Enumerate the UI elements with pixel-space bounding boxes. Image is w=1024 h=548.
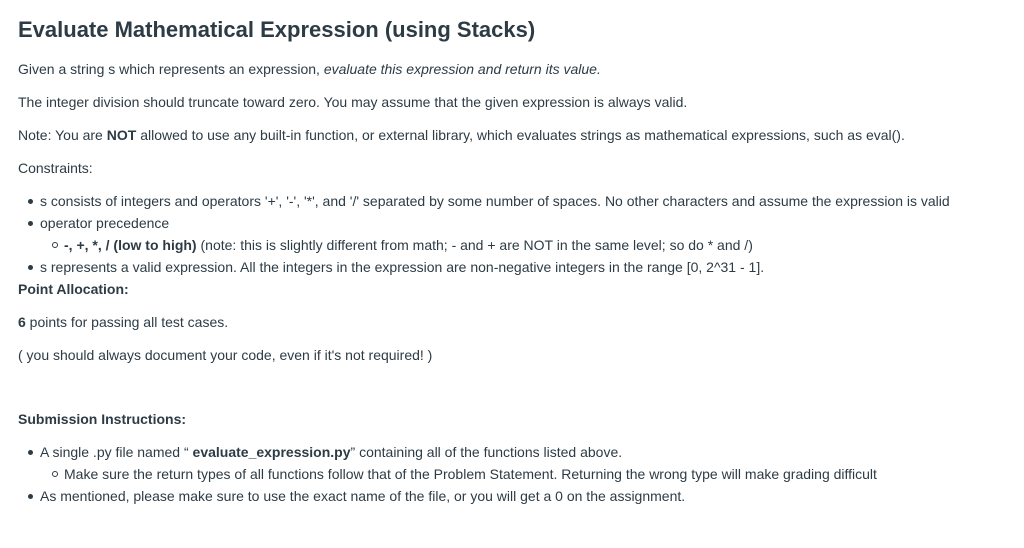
submission-item-file <box>40 441 1006 485</box>
constraint-item-range <box>40 256 1006 278</box>
division-paragraph: The integer division should truncate toward zero. You may assume that the given expression is always valid. <box>18 94 688 110</box>
submission-sublist <box>40 463 1006 485</box>
submission-file-text-start: A single .py file named “ <box>40 444 193 460</box>
constraint-item-precedence <box>40 212 1006 256</box>
page-title: Evaluate Mathematical Expression (using Stacks) <box>18 17 536 42</box>
constraint-operators-text: s consists of integers and operators '+', '-', '*', and '/' separated by some number of spaces. No other characters and assume the expression is valid <box>40 193 950 209</box>
intro-text: Given a string s which represents an expression, <box>18 61 324 77</box>
submission-heading <box>18 410 1006 429</box>
submission-item-filename-warning: As mentioned, please make sure to use the exact name of the file, or you will get a 0 on the assignment. <box>40 485 1006 507</box>
points-number: 6 <box>18 314 26 330</box>
precedence-detail <box>64 234 1006 256</box>
spacer <box>18 365 1006 410</box>
note-text-end: allowed to use any built-in function, or external library, which evaluates strings as mathematical expressions, such as eval(). <box>136 127 905 143</box>
note-paragraph <box>18 126 1006 145</box>
points-text: points for passing all test cases. <box>25 314 229 330</box>
precedence-sublist <box>40 234 1006 256</box>
constraint-range-text: s represents a valid expression. All the integers in the expression are non-negative integers in the range [0, 2^31 - 1]. <box>40 259 765 275</box>
intro-paragraph <box>18 60 1006 79</box>
note-not: NOT <box>106 127 137 143</box>
constraints-list <box>18 190 1006 278</box>
constraint-item-operators <box>40 190 1006 212</box>
submission-filename: evaluate_expression.py <box>192 444 351 460</box>
submission-return-types: Make sure the return types of all functions follow that of the Problem Statement. Returning the wrong type will make grading difficult <box>64 463 1006 485</box>
submission-heading-text: Submission Instructions: <box>18 411 187 427</box>
point-allocation-heading-text: Point Allocation: <box>18 281 129 297</box>
constraint-precedence-text: operator precedence <box>40 215 170 231</box>
submission-list <box>18 441 1006 507</box>
points-paragraph <box>18 313 1006 332</box>
submission-file-text-end: ” containing all of the functions listed above. <box>350 444 623 460</box>
precedence-order: -, +, *, / (low to high) <box>64 237 197 253</box>
precedence-note: (note: this is slightly different from math; - and + are NOT in the same level; so do * and /) <box>196 237 753 253</box>
intro-emphasis: evaluate this expression and return its value. <box>323 61 601 77</box>
constraints-heading: Constraints: <box>18 160 93 176</box>
point-allocation-heading <box>18 280 1006 299</box>
note-text-start: Note: You are <box>18 127 107 143</box>
document-note: ( you should always document your code, even if it's not required! ) <box>18 347 433 363</box>
